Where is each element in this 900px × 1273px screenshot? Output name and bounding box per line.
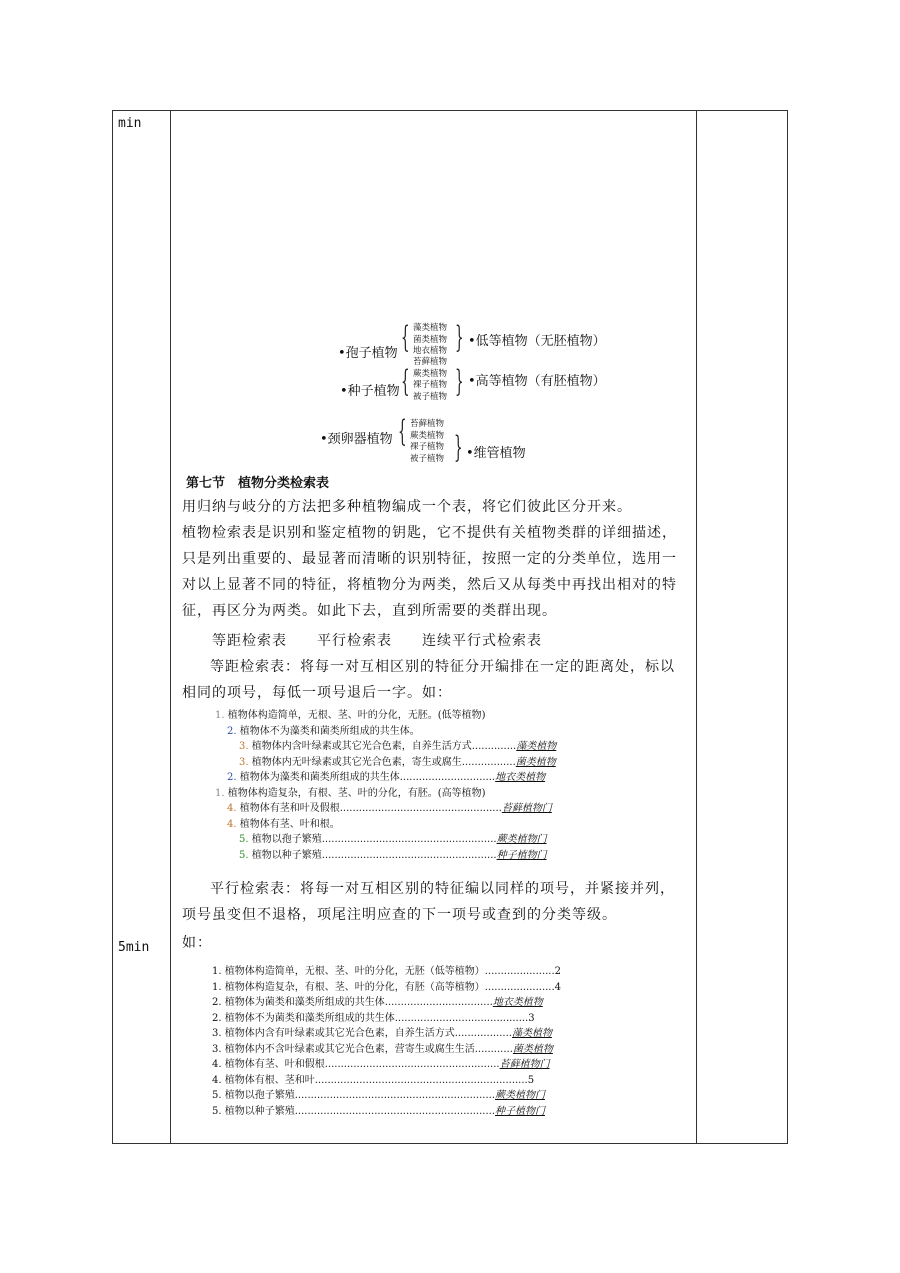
key-row: 5. 植物以孢子繁殖.......................................................蕨类植物门 <box>239 834 547 845</box>
key-row: 4. 植物体有茎和叶及假根...................................................苔藓植物门 <box>227 803 552 814</box>
parallel-key <box>212 964 561 1119</box>
brace-right-top: } <box>455 320 464 355</box>
key-row: 5. 植物以种子繁殖...............................................................种子植物门 <box>212 1105 545 1117</box>
key-row: 2. 植物体不为菌类和藻类所组成的共生体..........................................3 <box>212 1012 535 1024</box>
key-row: 3. 植物体内无叶绿素或其它光合色素，寄生或腐生.................菌类植物 <box>239 756 556 768</box>
column-divider-left <box>170 110 171 1144</box>
key-row: 1. 植物体构造简单，无根、茎、叶的分化，无胚。(低等植物) <box>215 710 486 721</box>
paragraph-example: 如： <box>182 935 212 951</box>
vascular-plants-label: •维管植物 <box>466 446 526 461</box>
seed-plants-label: •种子植物 <box>340 384 400 399</box>
key-row: 3. 植物体内含有叶绿素或其它光合色素，自养生活方式..................藻类植物 <box>212 1028 552 1039</box>
key-row: 1. 植物体构造简单，无根、茎、叶的分化，无胚（低等植物）......................2 <box>212 966 562 977</box>
key-row: 2. 植物体为藻类和菌类所组成的共生体..............................地衣类植物 <box>227 772 546 783</box>
key-row: 4. 植物体有茎、叶和假根.......................................................苔藓植物门 <box>212 1059 550 1070</box>
archegoniate-plants-label: •颈卵器植物 <box>320 432 393 447</box>
key-row: 5. 植物以孢子繁殖...............................................................蕨类植物门 <box>212 1090 545 1101</box>
brace-left-bottom: { <box>401 364 410 399</box>
key-row: 4. 植物体有茎、叶和根。 <box>227 818 340 830</box>
key-row: 1. 植物体构造复杂，有根、茎、叶的分化，有胚。(高等植物) <box>215 787 486 799</box>
indented-key <box>205 708 556 863</box>
paragraph-key-types: 等距检索表 平行检索表 连续平行式检索表 <box>212 633 542 649</box>
key-row: 1. 植物体构造复杂，有根、茎、叶的分化，有胚（高等植物）......................4 <box>212 981 562 993</box>
time-label-5min: 5min <box>118 940 150 955</box>
key-row: 5. 植物以种子繁殖.......................................................种子植物门 <box>239 849 547 861</box>
key-row: 3. 植物体内含叶绿素或其它光合色素，自养生活方式..............藻类植物 <box>239 741 557 752</box>
brace-vascular: } <box>454 430 463 465</box>
column-divider-right <box>696 110 697 1144</box>
brace-archegoniate: { <box>398 414 407 449</box>
higher-plants-label: •高等植物（有胚植物） <box>468 374 606 389</box>
brace-right-bottom: } <box>455 364 464 399</box>
brace-left-top: { <box>401 320 410 355</box>
key-row: 2. 植物体不为藻类和菌类所组成的共生体。 <box>227 725 420 737</box>
time-label-min: min <box>118 116 142 131</box>
paragraph-indented-key: 等距检索表：将每一对互相区别的特征分开编排在一定的距离处，标以相同的项号，每低一项号退后一字。如： <box>182 659 675 701</box>
paragraph-parallel-key: 平行检索表：将每一对互相区别的特征编以同样的项号，并紧接并列，项号虽变但不退格，项尾注明应查的下一项号或查到的分类等级。 <box>182 881 675 923</box>
paragraph-intro: 用归纳与岐分的方法把多种植物编成一个表，将它们彼此区分开来。 <box>182 499 632 515</box>
paragraph-description: 植物检索表是识别和鉴定植物的钥匙，它不提供有关植物类群的详细描述，只是列出重要的、最显著而清晰的识别特征，按照一定的分类单位，选用一对以上显著不同的特征，将植物分为两类，然后又从每类中再找出相对的特征，再区分为两类。如此下去，直到所需要的类群出现。 <box>182 525 677 619</box>
key-row: 2. 植物体为菌类和藻类所组成的共生体..................................地衣类植物 <box>212 997 543 1008</box>
classification-diagram <box>318 318 618 468</box>
key-row: 4. 植物体有根、茎和叶...................................................................5 <box>212 1074 535 1086</box>
key-row: 3. 植物体内不含叶绿素或其它光合色素，营寄生或腐生生活............菌类植物 <box>212 1043 553 1055</box>
lower-plants-label: •低等植物（无胚植物） <box>468 334 606 349</box>
group-b-list: 苔藓植物 蕨类植物 裸子植物 被子植物 <box>413 357 448 402</box>
section-heading: 第七节 植物分类检索表 <box>186 476 330 491</box>
group-a-list: 藻类植物 菌类植物 地衣植物 <box>413 323 448 356</box>
spore-plants-label: •孢子植物 <box>338 346 398 361</box>
group-c-list: 苔藓植物 蕨类植物 裸子植物 被子植物 <box>410 419 445 464</box>
